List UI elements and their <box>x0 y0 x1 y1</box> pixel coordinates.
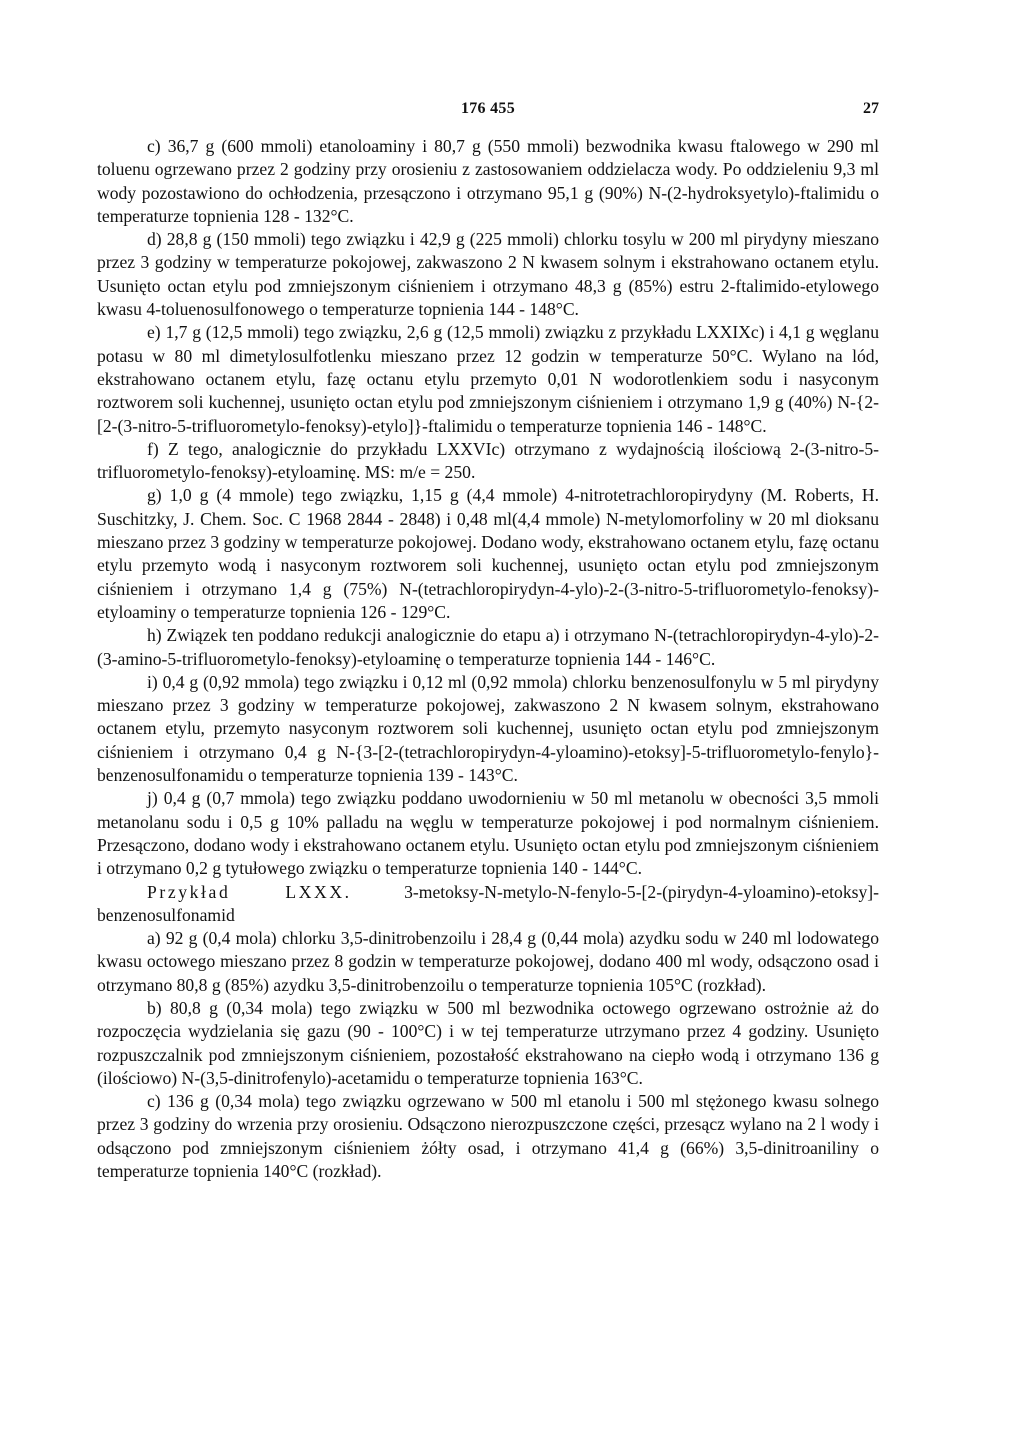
paragraph-step-i: i) 0,4 g (0,92 mmola) tego związku i 0,12 ml (0,92 mmola) chlorku benzenosulfonylu w 5 ml pirydyny mieszano przez 3 godziny w temperaturze pokojowej, zakwaszono 2 N kwasem solnym, ekstrahowano octanem etylu, przemyto nasyconym roztworem soli kuchennej, usunięto octan etylu pod zmniejszonym ciśnieniem i otrzymano 0,4 g N-{3-[2-(tetrachloropirydyn-4-yloamino)-etoksy]-5-trifluorometylo-fenylo}-benzenosulfonamidu o temperaturze topnienia 139 - 143°C. <box>97 671 879 786</box>
paragraph-step-g: g) 1,0 g (4 mmole) tego związku, 1,15 g (4,4 mmole) 4-nitrotetrachloropirydyny (M. Roberts, H. Suschitzky, J. Chem. Soc. C 1968 2844 - 2848) i 0,48 ml(4,4 mmole) N-metylomorfoliny w 20 ml dioksanu mieszano przez 3 godziny w temperaturze pokojowej. Dodano wody, ekstrahowano octanem etylu, fazę octanu etylu przemyto wodą i nasyconym roztworem soli kuchennej, usunięto octan etylu pod zmniejszonym ciśnieniem i otrzymano 1,4 g (75%) N-(tetrachloropirydyn-4-ylo)-2-(3-nitro-5-trifluorometylo-fenoksy)-etyloaminy o temperaturze topnienia 126 - 129°C. <box>97 485 879 622</box>
paragraph-example-step-a: a) 92 g (0,4 mola) chlorku 3,5-dinitrobenzoilu i 28,4 g (0,44 mola) azydku sodu w 240 ml lodowatego kwasu octowego mieszano przez 8 godzin w temperaturze pokojowej, dodano 400 ml wody, odsączono osad i otrzymano 80,8 g (85%) azydku 3,5-dinitrobenzoilu o temperaturze topnienia 105°C (rozkład). <box>97 928 879 995</box>
page-header <box>97 97 879 121</box>
example-compound-name: 3-metoksy-N-metylo-N-fenylo-5-[2-(pirydyn-4-yloamino)-etoksy]-benzenosulfonamid <box>97 881 879 925</box>
paragraph-step-f: f) Z tego, analogicznie do przykładu LXXVIc) otrzymano z wydajnością ilościową 2-(3-nitro-5-trifluorometylo-fenoksy)-etyloaminę. MS: m/e = 250. <box>97 438 879 483</box>
example-heading <box>97 881 879 928</box>
page-number: 27 <box>863 100 879 117</box>
paragraph-step-e: e) 1,7 g (12,5 mmoli) tego związku, 2,6 g (12,5 mmoli) związku z przykładu LXXIXc) i 4,1 g węglanu potasu w 80 ml dimetylosulfotlenku mieszano przez 12 godzin w temperaturze 50°C. Wylano na lód, ekstrahowano octanem etylu, fazę octanu etylu przemyto 0,01 N wodorotlenkiem sodu i nasyconym roztworem soli kuchennej, usunięto octan etylu pod zmniejszonym ciśnieniem i otrzymano 1,9 g (40%) N-{2-[2-(3-nitro-5-trifluorometylo-fenoksy)-etylo]}-ftalimidu o temperaturze topnienia 146 - 148°C. <box>97 322 879 436</box>
paragraph-example-step-b: b) 80,8 g (0,34 mola) tego związku w 500 ml bezwodnika octowego ogrzewano ostrożnie aż do rozpoczęcia wydzielania się gazu (90 - 100°C) i w tej temperaturze utrzymano przez 4 godziny. Usunięto rozpuszczalnik pod zmniejszonym ciśnieniem, pozostałość ekstrahowano na ciepło wodą i otrzymano 136 g (ilościowo) N-(3,5-dinitrofenylo)-acetamidu o temperaturze topnienia 163°C. <box>97 997 879 1088</box>
paragraph-step-j: j) 0,4 g (0,7 mmola) tego związku poddano uwodornieniu w 50 ml metanolu w obecności 3,5 mmoli metanolanu sodu i 0,5 g 10% palladu na węglu w temperaturze pokojowej i pod normalnym ciśnieniem. Przesączono, dodano wody i ekstrahowano octanem etylu. Usunięto octan etylu pod zmniejszonym ciśnieniem i otrzymano 0,2 g tytułowego związku o temperaturze topnienia 140 - 144°C. <box>97 788 879 879</box>
paragraph-step-c: c) 36,7 g (600 mmoli) etanoloaminy i 80,7 g (550 mmoli) bezwodnika kwasu ftalowego w 290 ml toluenu ogrzewano przez 2 godziny przy orosieniu z zastosowaniem oddzielacza wody. Po oddzieleniu 9,3 ml wody pozostawiono do ochłodzenia, przesączono i otrzymano 95,1 g (90%) N-(2-hydroksyetylo)-ftalimidu o temperaturze topnienia 128 - 132°C. <box>97 136 879 226</box>
example-title: Przykład LXXX. <box>147 881 352 902</box>
paragraph-step-h: h) Związek ten poddano redukcji analogicznie do etapu a) i otrzymano N-(tetrachloropirydyn-4-ylo)-2-(3-amino-5-trifluorometylo-fenoksy)-etyloaminę o temperaturze topnienia 144 - 146°C. <box>97 625 879 669</box>
paragraph-example-step-c: c) 136 g (0,34 mola) tego związku ogrzewano w 500 ml etanolu i 500 ml stężonego kwasu solnego przez 3 godziny do wrzenia przy orosieniu. Odsączono nierozpuszczone części, przesącz wylano na 2 l wody i odsączono pod zmniejszonym ciśnieniem żółty osad, i otrzymano 41,4 g (66%) 3,5-dinitroaniliny o temperaturze topnienia 140°C (rozkład). <box>97 1091 879 1182</box>
patent-number: 176 455 <box>460 100 516 117</box>
document-page <box>97 97 879 1183</box>
paragraph-step-d: d) 28,8 g (150 mmoli) tego związku i 42,9 g (225 mmoli) chlorku tosylu w 200 ml pirydyny mieszano przez 3 godziny w temperaturze pokojowej, zakwaszono 2 N kwasem solnym i ekstrahowano octanem etylu. Usunięto octan etylu pod zmniejszonym ciśnieniem i otrzymano 48,3 g (85%) estru 2-ftalimido-etylowego kwasu 4-toluenosulfonowego o temperaturze topnienia 144 - 148°C. <box>97 229 879 320</box>
